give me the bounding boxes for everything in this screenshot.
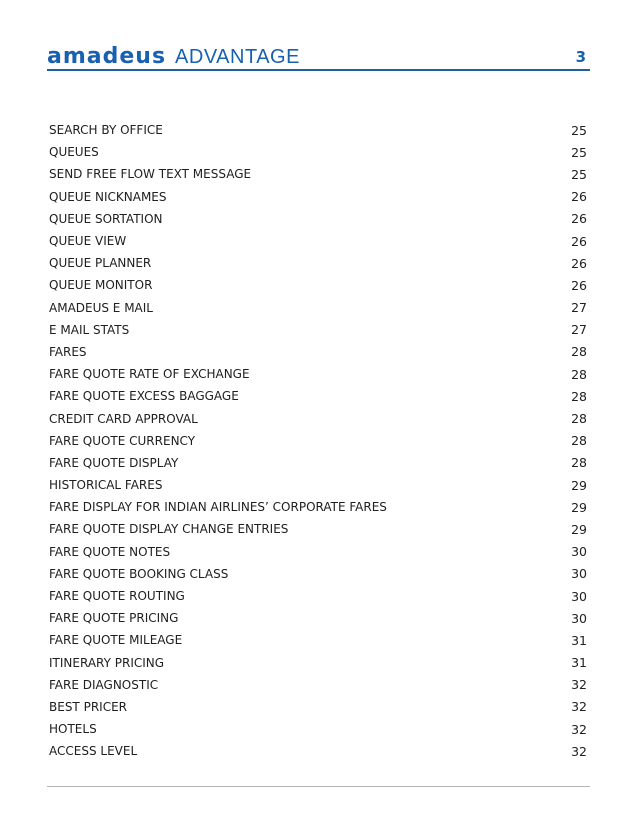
toc-entry-title: QUEUES [49,145,99,160]
toc-entry-page: 31 [571,655,587,671]
toc-entry[interactable] [49,563,587,585]
toc-entry-page: 29 [571,499,587,515]
toc-entry[interactable] [49,363,587,385]
toc-entry[interactable] [49,629,587,651]
toc-entry-page: 32 [571,743,587,759]
toc-entry-title: SEARCH BY OFFICE [49,123,163,138]
toc-entry-title: QUEUE SORTATION [49,211,163,226]
product-name: ADVANTAGE [175,46,300,68]
toc-entry-page: 26 [571,189,587,205]
toc-entry-title: BEST PRICER [49,699,127,714]
toc-entry-title: QUEUE MONITOR [49,278,153,293]
toc-entry-page: 28 [571,366,587,382]
toc-entry-page: 32 [571,721,587,737]
toc-entry-page: 30 [571,588,587,604]
toc-entry-title: HISTORICAL FARES [49,478,163,493]
table-of-contents [49,119,587,762]
toc-entry[interactable] [49,230,587,252]
toc-entry[interactable] [49,696,587,718]
toc-entry[interactable] [49,430,587,452]
toc-entry[interactable] [49,319,587,341]
toc-entry-page: 25 [571,122,587,138]
toc-entry-page: 31 [571,632,587,648]
toc-entry-title: FARE QUOTE NOTES [49,544,171,559]
toc-entry[interactable] [49,252,587,274]
toc-entry[interactable] [49,407,587,429]
toc-entry-title: HOTELS [49,722,97,737]
toc-entry-page: 26 [571,277,587,293]
toc-entry-title: AMADEUS E MAIL [49,300,153,315]
toc-entry-page: 29 [571,477,587,493]
toc-entry-page: 28 [571,344,587,360]
toc-entry[interactable] [49,474,587,496]
footer-divider [47,786,590,787]
toc-entry-title: QUEUE VIEW [49,234,127,249]
toc-entry-title: E MAIL STATS [49,322,130,337]
toc-entry-page: 25 [571,166,587,182]
toc-entry[interactable] [49,208,587,230]
toc-entry-title: FARE DISPLAY FOR INDIAN AIRLINES’ CORPORATE FARES [49,500,387,515]
toc-entry-page: 29 [571,521,587,537]
toc-entry-title: CREDIT CARD APPROVAL [49,411,198,426]
page-header [47,44,590,70]
toc-entry-title: ACCESS LEVEL [49,744,138,759]
toc-entry-page: 30 [571,610,587,626]
toc-entry-title: FARE QUOTE EXCESS BAGGAGE [49,389,239,404]
toc-entry[interactable] [49,341,587,363]
toc-entry-page: 26 [571,255,587,271]
toc-entry[interactable] [49,496,587,518]
toc-entry-page: 28 [571,455,587,471]
toc-entry-page: 26 [571,211,587,227]
toc-entry-title: QUEUE PLANNER [49,256,152,271]
toc-entry[interactable] [49,297,587,319]
toc-entry-page: 28 [571,388,587,404]
header-divider [47,69,590,71]
toc-entry-page: 28 [571,433,587,449]
toc-entry-title: FARE DIAGNOSTIC [49,677,159,692]
toc-entry-title: FARE QUOTE MILEAGE [49,633,183,648]
toc-entry-title: FARE QUOTE CURRENCY [49,433,196,448]
toc-entry-page: 26 [571,233,587,249]
toc-entry[interactable] [49,452,587,474]
toc-entry[interactable] [49,518,587,540]
toc-entry-page: 27 [571,322,587,338]
toc-entry-page: 28 [571,411,587,427]
toc-entry-page: 32 [571,699,587,715]
toc-entry[interactable] [49,652,587,674]
toc-entry[interactable] [49,141,587,163]
toc-entry[interactable] [49,607,587,629]
amadeus-logo: amadeus [47,44,167,69]
toc-entry-page: 25 [571,144,587,160]
toc-entry-page: 32 [571,677,587,693]
toc-entry[interactable] [49,119,587,141]
toc-entry[interactable] [49,274,587,296]
page-number: 3 [575,48,586,66]
toc-entry[interactable] [49,674,587,696]
toc-entry-title: FARE QUOTE RATE OF EXCHANGE [49,367,250,382]
toc-entry-page: 30 [571,544,587,560]
toc-entry[interactable] [49,385,587,407]
toc-entry-title: ITINERARY PRICING [49,655,165,670]
toc-entry-title: FARE QUOTE BOOKING CLASS [49,566,229,581]
toc-entry[interactable] [49,585,587,607]
toc-entry-title: FARES [49,344,87,359]
brand [47,44,300,70]
toc-entry-title: QUEUE NICKNAMES [49,189,167,204]
toc-entry-title: FARE QUOTE ROUTING [49,589,185,604]
toc-entry[interactable] [49,163,587,185]
toc-entry[interactable] [49,186,587,208]
toc-entry-title: SEND FREE FLOW TEXT MESSAGE [49,167,252,182]
toc-entry-page: 30 [571,566,587,582]
toc-entry[interactable] [49,541,587,563]
toc-entry[interactable] [49,718,587,740]
toc-entry-title: FARE QUOTE DISPLAY [49,455,179,470]
toc-entry-title: FARE QUOTE DISPLAY CHANGE ENTRIES [49,522,289,537]
toc-entry-page: 27 [571,300,587,316]
toc-entry[interactable] [49,740,587,762]
toc-entry-title: FARE QUOTE PRICING [49,611,179,626]
